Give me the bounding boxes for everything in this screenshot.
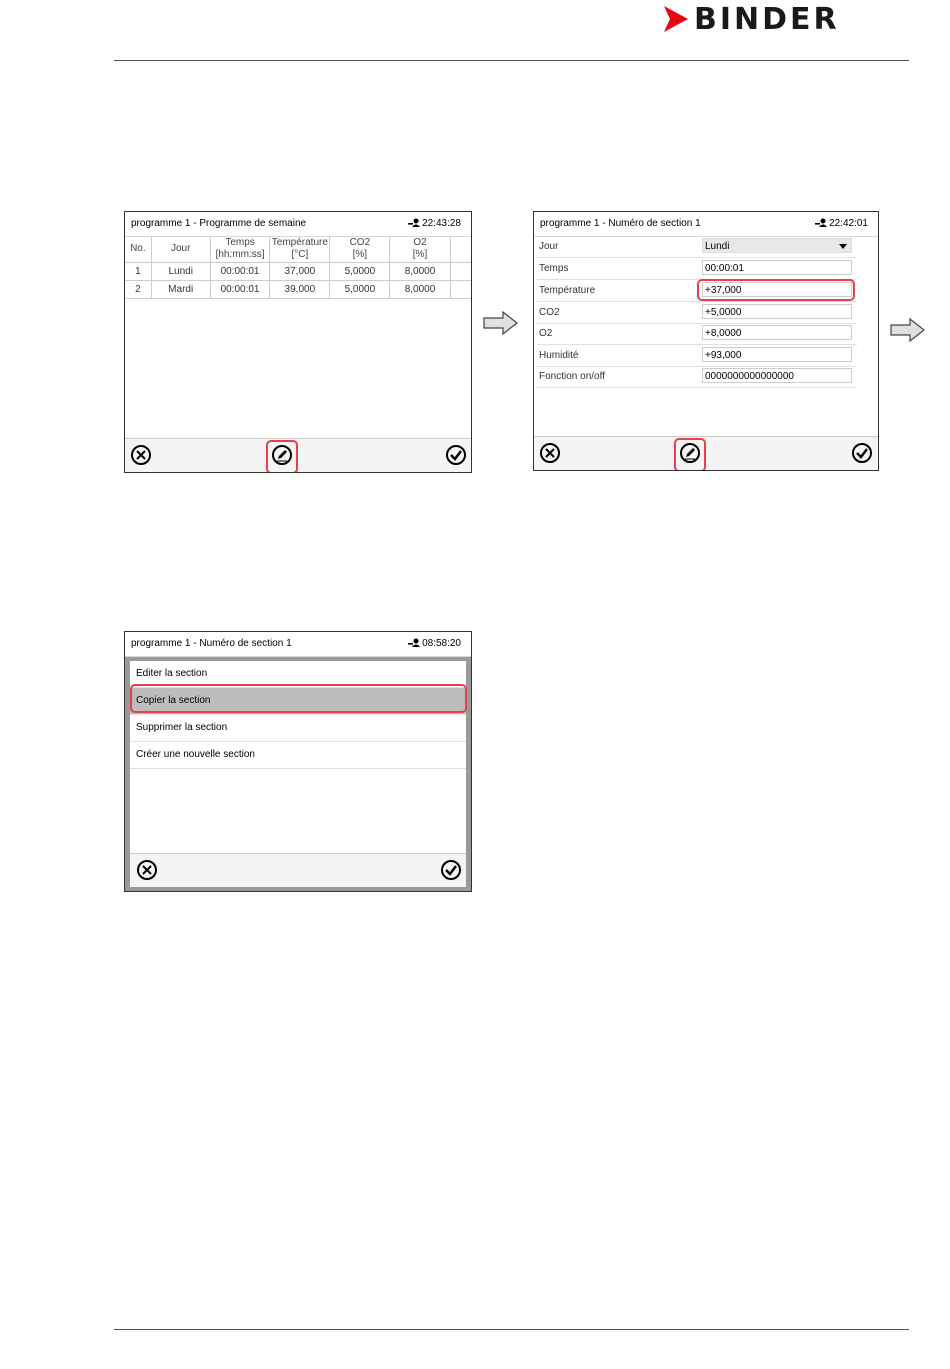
col-header-o2: O2 [%] [390, 236, 450, 263]
co2-input[interactable]: +5,0000 [702, 304, 852, 319]
time-input[interactable]: 00:00:01 [702, 260, 852, 275]
col-header-spacer [450, 236, 471, 263]
clock [408, 218, 461, 229]
screen-footer [125, 438, 471, 472]
screen-weekly-program [124, 211, 472, 473]
o2-input[interactable]: +8,0000 [702, 325, 852, 340]
menu-item-new-section[interactable]: Créer une nouvelle section [130, 742, 466, 769]
bottom-rule [114, 1329, 909, 1330]
screen-title: programme 1 - Numéro de section 1 [131, 638, 292, 649]
clock-time: 08:58:20 [422, 638, 461, 649]
col-header-co2: CO2 [%] [330, 236, 390, 263]
field-label: CO2 [539, 307, 560, 318]
field-label: Fonction on/off [539, 371, 605, 382]
cell-day: Lundi [151, 263, 210, 281]
table-row[interactable] [125, 281, 471, 299]
screen-section-edit [533, 211, 879, 471]
field-onoff [537, 366, 857, 388]
col-header-time: Temps [hh:mm:ss] [210, 236, 270, 263]
cell-no: 1 [125, 263, 151, 281]
field-label: O2 [539, 328, 553, 339]
cell-temperature: 39,000 [270, 281, 330, 299]
cell-spacer [450, 281, 471, 299]
clock-time: 22:43:28 [422, 218, 461, 229]
temperature-input[interactable]: +37,000 [702, 282, 852, 297]
screen-title: programme 1 - Programme de semaine [131, 218, 307, 229]
cell-time: 00:00:01 [210, 263, 270, 281]
cell-no: 2 [125, 281, 151, 299]
cell-day: Mardi [151, 281, 210, 299]
cell-temperature: 37,000 [270, 263, 330, 281]
table-header-row [125, 236, 471, 263]
menu-item-copy-section[interactable]: Copier la section [130, 688, 466, 715]
table-row[interactable] [125, 263, 471, 281]
menu-item-delete-section[interactable]: Supprimer la section [130, 715, 466, 742]
cell-co2: 5,0000 [330, 263, 390, 281]
cell-spacer [450, 263, 471, 281]
humidity-input[interactable]: +93,000 [702, 347, 852, 362]
onoff-input[interactable]: 0000000000000000 [702, 368, 852, 383]
clock [815, 218, 868, 229]
program-table [125, 236, 471, 299]
next-step-arrow-icon [890, 318, 926, 342]
user-key-icon [408, 638, 420, 647]
confirm-icon[interactable] [445, 444, 467, 466]
field-label: Temps [539, 263, 569, 274]
col-header-no: No. [125, 236, 151, 263]
confirm-icon[interactable] [851, 442, 873, 464]
user-key-icon [815, 218, 827, 227]
edit-highlight [266, 440, 298, 473]
screen-header [534, 212, 878, 237]
field-co2 [537, 302, 857, 324]
cancel-icon[interactable] [130, 444, 152, 466]
field-humidity [537, 345, 857, 367]
screen-section-menu [124, 631, 472, 892]
copy-section-highlight [130, 684, 467, 713]
cell-o2: 8,0000 [390, 263, 450, 281]
col-header-day: Jour [151, 236, 210, 263]
screen-footer [534, 436, 878, 470]
edit-highlight [674, 438, 706, 471]
field-label: Humidité [539, 350, 579, 361]
cell-time: 00:00:01 [210, 281, 270, 299]
top-rule [114, 60, 909, 61]
chevron-down-icon [839, 244, 847, 249]
cancel-icon[interactable] [539, 442, 561, 464]
clock-time: 22:42:01 [829, 218, 868, 229]
screen-title: programme 1 - Numéro de section 1 [540, 218, 701, 229]
binder-logo [664, 1, 840, 37]
field-o2 [537, 323, 857, 345]
cancel-icon[interactable] [136, 859, 158, 881]
field-time [537, 258, 857, 280]
field-day [537, 236, 857, 258]
next-step-arrow-icon [483, 311, 519, 335]
user-key-icon [408, 218, 420, 227]
day-select[interactable]: Lundi [702, 238, 852, 253]
temperature-highlight [697, 279, 855, 301]
clock [408, 638, 461, 649]
menu-footer [130, 853, 466, 887]
cell-o2: 8,0000 [390, 281, 450, 299]
screen-header [125, 212, 471, 237]
menu-item-edit-section[interactable]: Editer la section [130, 661, 466, 688]
field-label: Jour [539, 241, 559, 252]
confirm-icon[interactable] [440, 859, 462, 881]
field-label: Température [539, 285, 596, 296]
binder-arrow-icon [664, 6, 688, 32]
screen-header [125, 632, 471, 657]
brand-name: BINDER [694, 1, 840, 37]
cell-co2: 5,0000 [330, 281, 390, 299]
col-header-temperature: Température [°C] [270, 236, 330, 263]
